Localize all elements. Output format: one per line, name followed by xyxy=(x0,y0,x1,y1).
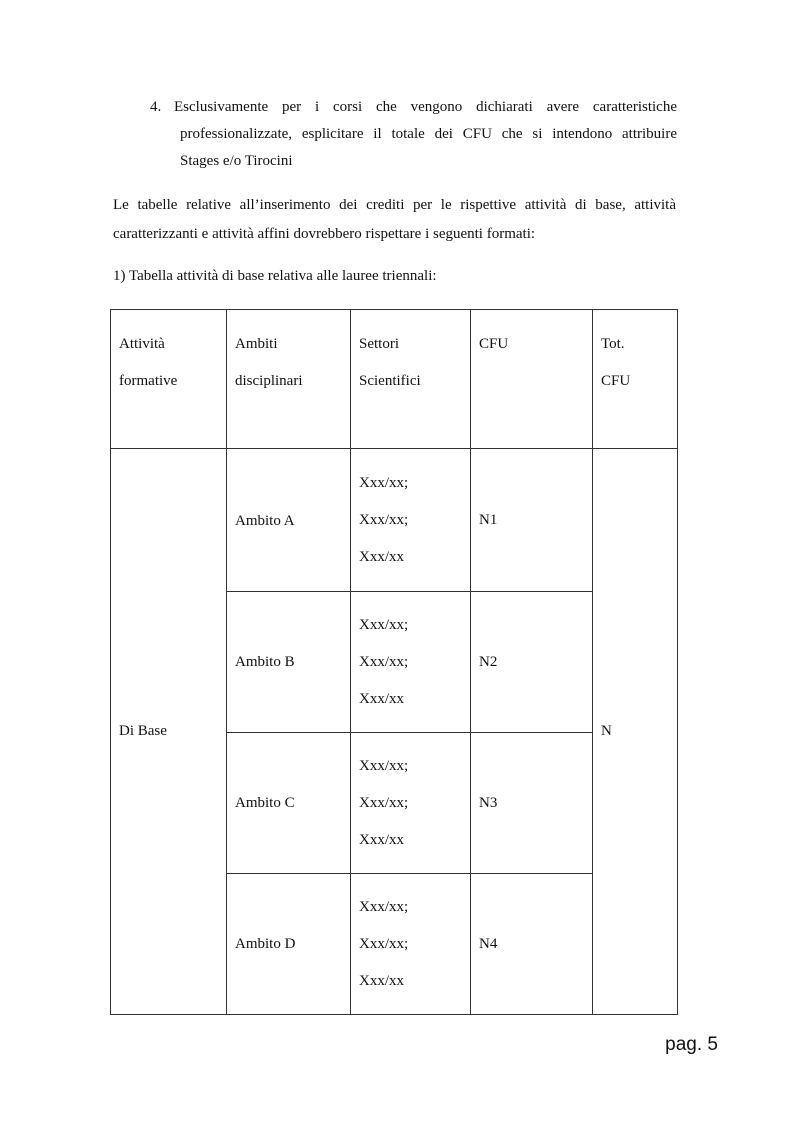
settori-cell xyxy=(351,733,471,874)
settori-cell xyxy=(351,592,471,733)
list-item-line-2: professionalizzate, esplicitare il totale dei CFU che si intendono attribuire xyxy=(180,126,677,142)
cfu-cell: N2 xyxy=(471,592,593,733)
ambito-cell: Ambito A xyxy=(227,449,351,592)
table-caption: 1) Tabella attività di base relativa alle lauree triennali: xyxy=(113,268,437,284)
total-cfu-cell: N xyxy=(593,449,678,1015)
header-cell-settori xyxy=(351,310,471,449)
ambito-cell: Ambito C xyxy=(227,733,351,874)
header-text: disciplinari xyxy=(235,373,303,389)
settori-cell xyxy=(351,874,471,1015)
header-text: Ambiti xyxy=(235,336,278,352)
settore-code: Xxx/xx xyxy=(359,548,404,565)
header-text: Attività xyxy=(119,336,165,352)
cfu-cell: N4 xyxy=(471,874,593,1015)
settore-code: Xxx/xx; xyxy=(359,757,409,774)
settore-code: Xxx/xx; xyxy=(359,935,409,952)
credits-table xyxy=(110,309,678,1015)
list-item-line-3: Stages e/o Tirocini xyxy=(180,153,293,169)
intro-paragraph xyxy=(113,191,676,249)
activity-cell: Di Base xyxy=(111,449,227,1015)
paragraph-line-1: Le tabelle relative all’inserimento dei crediti per le rispettive attività di base, attività xyxy=(113,197,676,213)
settore-code: Xxx/xx; xyxy=(359,653,409,670)
list-item-line-1: Esclusivamente per i corsi che vengono dichiarati avere caratteristiche xyxy=(174,99,677,115)
page-number: pag. 5 xyxy=(665,1034,718,1055)
header-text: Tot. xyxy=(601,336,625,352)
header-text: CFU xyxy=(601,373,631,389)
settore-code: Xxx/xx; xyxy=(359,794,409,811)
header-text: CFU xyxy=(479,336,509,352)
settori-cell xyxy=(351,449,471,592)
table-row xyxy=(111,449,678,592)
settore-code: Xxx/xx; xyxy=(359,474,409,491)
header-cell-cfu xyxy=(471,310,593,449)
ambito-cell: Ambito D xyxy=(227,874,351,1015)
settore-code: Xxx/xx xyxy=(359,690,404,707)
settore-code: Xxx/xx; xyxy=(359,898,409,915)
header-cell-attivita xyxy=(111,310,227,449)
list-item-number: 4. xyxy=(150,99,162,115)
settore-code: Xxx/xx; xyxy=(359,511,409,528)
settore-code: Xxx/xx xyxy=(359,972,404,989)
header-text: Settori xyxy=(359,336,399,352)
header-cell-ambiti xyxy=(227,310,351,449)
table-header-row xyxy=(111,310,678,449)
settore-code: Xxx/xx xyxy=(359,831,404,848)
header-text: Scientifici xyxy=(359,373,421,389)
cfu-cell: N1 xyxy=(471,449,593,592)
ambito-cell: Ambito B xyxy=(227,592,351,733)
paragraph-line-2: caratterizzanti e attività affini dovrebbero rispettare i seguenti formati: xyxy=(113,226,536,242)
header-text: formative xyxy=(119,373,178,389)
cfu-cell: N3 xyxy=(471,733,593,874)
settore-code: Xxx/xx; xyxy=(359,616,409,633)
header-cell-tot-cfu xyxy=(593,310,678,449)
